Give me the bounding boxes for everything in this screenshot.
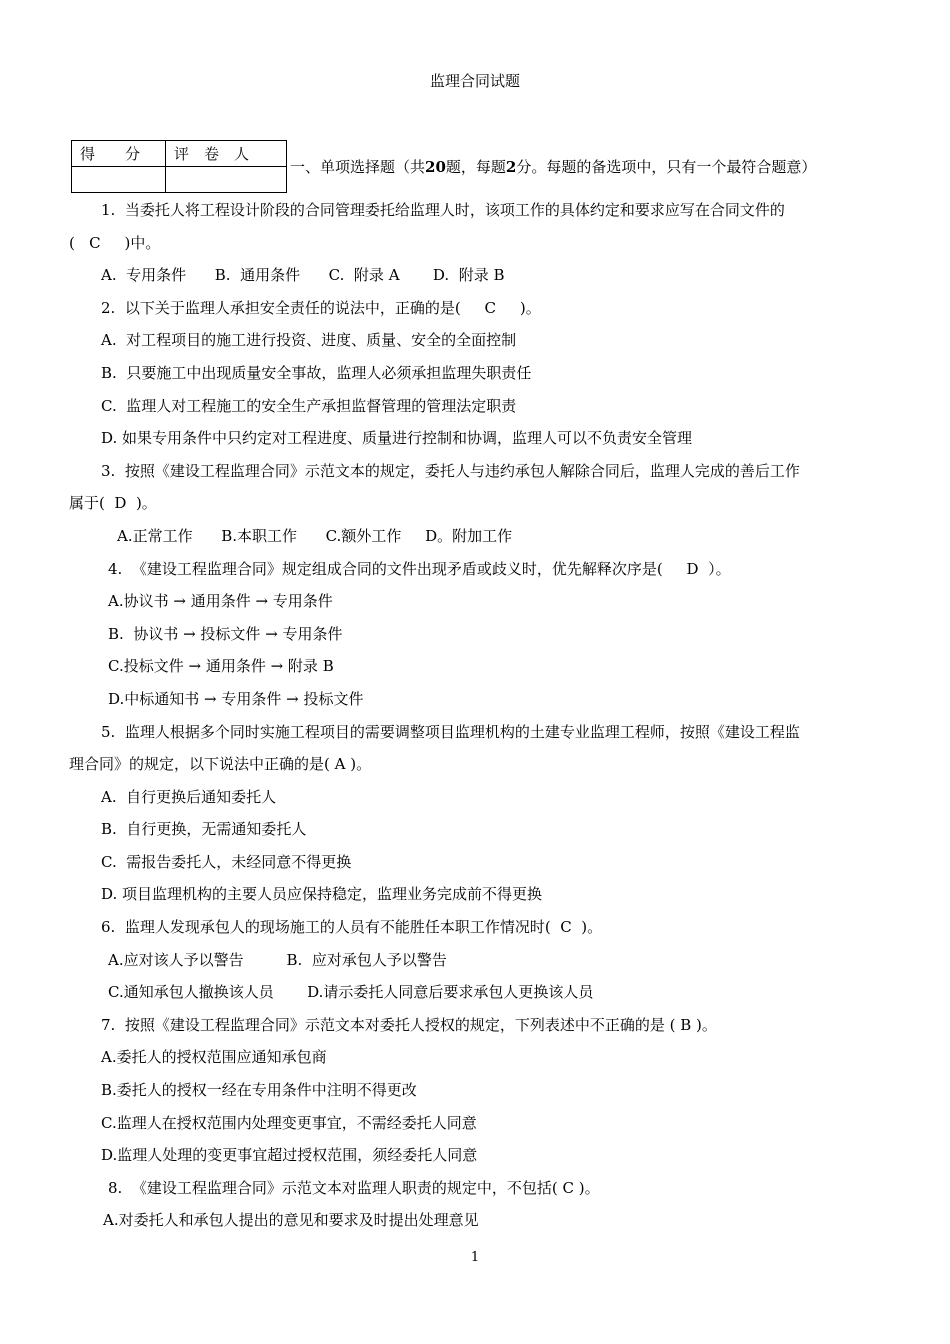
q7-stem: 7. 按照《建设工程监理合同》示范文本对委托人授权的规定，下列表述中不正确的是 ( B )。 (101, 1015, 717, 1034)
score-table (71, 140, 287, 193)
reviewer-label: 评 卷 人 (166, 141, 287, 167)
q5-option-b: B. 自行更换，无需通知委托人 (101, 820, 307, 839)
q1-stem-cont: ( C )中。 (69, 233, 161, 252)
q4-option-b: B. 协议书 → 投标文件 → 专用条件 (108, 624, 343, 643)
q6-options-ab: A.应对该人予以警告 B. 应对承包人予以警告 (108, 950, 447, 969)
q6-options-cd: C.通知承包人撤换该人员 D.请示委托人同意后要求承包人更换该人员 (108, 983, 594, 1002)
question-list (69, 194, 883, 1237)
q7-option-c: C.监理人在授权范围内处理变更事宜，不需经委托人同意 (101, 1113, 477, 1132)
q8-option-a: A.对委托人和承包人提出的意见和要求及时提出处理意见 (103, 1211, 479, 1230)
score-label: 得 分 (72, 141, 166, 167)
q5-option-a: A. 自行更换后通知委托人 (101, 787, 277, 806)
q3-stem: 3. 按照《建设工程监理合同》示范文本的规定，委托人与违约承包人解除合同后，监理人完成的善后工作 (101, 461, 800, 480)
q5-stem-cont: 理合同》的规定，以下说法中正确的是( A )。 (69, 755, 372, 774)
q5-stem: 5. 监理人根据多个同时实施工程项目的需要调整项目监理机构的土建专业监理工程师，按照《建设工程监 (101, 722, 800, 741)
q7-option-b: B.委托人的授权一经在专用条件中注明不得更改 (101, 1081, 417, 1100)
section-heading: 一、单项选择题（共20题，每题2分。每题的备选项中，只有一个最符合题意） (290, 158, 817, 176)
q2-option-d: D. 如果专用条件中只约定对工程进度、质量进行控制和协调，监理人可以不负责安全管理 (101, 429, 693, 448)
document-title: 监理合同试题 (429, 72, 520, 90)
q4-option-d: D.中标通知书 → 专用条件 → 投标文件 (108, 689, 364, 708)
q3-stem-cont: 属于( D )。 (69, 494, 157, 513)
q6-stem: 6. 监理人发现承包人的现场施工的人员有不能胜任本职工作情况时( C )。 (101, 918, 603, 937)
q7-option-d: D.监理人处理的变更事宜超过授权范围，须经委托人同意 (101, 1146, 478, 1165)
q2-option-a: A. 对工程项目的施工进行投资、进度、质量、安全的全面控制 (101, 331, 517, 350)
q2-stem: 2. 以下关于监理人承担安全责任的说法中，正确的是( C )。 (101, 298, 541, 317)
q4-option-c: C.投标文件 → 通用条件 → 附录 B (108, 657, 334, 676)
q2-option-c: C. 监理人对工程施工的安全生产承担监督管理的管理法定职责 (101, 396, 517, 415)
q1-options: A. 专用条件 B. 通用条件 C. 附录 A D. 附录 B (101, 266, 505, 285)
q5-option-c: C. 需报告委托人，未经同意不得更换 (101, 852, 352, 871)
q8-stem: 8. 《建设工程监理合同》示范文本对监理人职责的规定中，不包括( C )。 (108, 1178, 600, 1197)
q1-stem: 1. 当委托人将工程设计阶段的合同管理委托给监理人时，该项工作的具体约定和要求应写在合同文件的 (101, 201, 785, 219)
q4-option-a: A.协议书 → 通用条件 → 专用条件 (108, 592, 333, 611)
q7-option-a: A.委托人的授权范围应通知承包商 (101, 1048, 327, 1067)
q4-stem: 4. 《建设工程监理合同》规定组成合同的文件出现矛盾或歧义时，优先解释次序是( D ）。 (108, 559, 731, 578)
q3-options: A.正常工作 B.本职工作 C.额外工作 D。附加工作 (117, 526, 513, 545)
page-number: 1 (470, 1250, 480, 1265)
reviewer-cell[interactable] (166, 167, 287, 193)
score-cell[interactable] (72, 167, 166, 193)
q2-option-b: B. 只要施工中出现质量安全事故，监理人必须承担监理失职责任 (101, 363, 532, 382)
q5-option-d: D. 项目监理机构的主要人员应保持稳定，监理业务完成前不得更换 (101, 885, 543, 904)
